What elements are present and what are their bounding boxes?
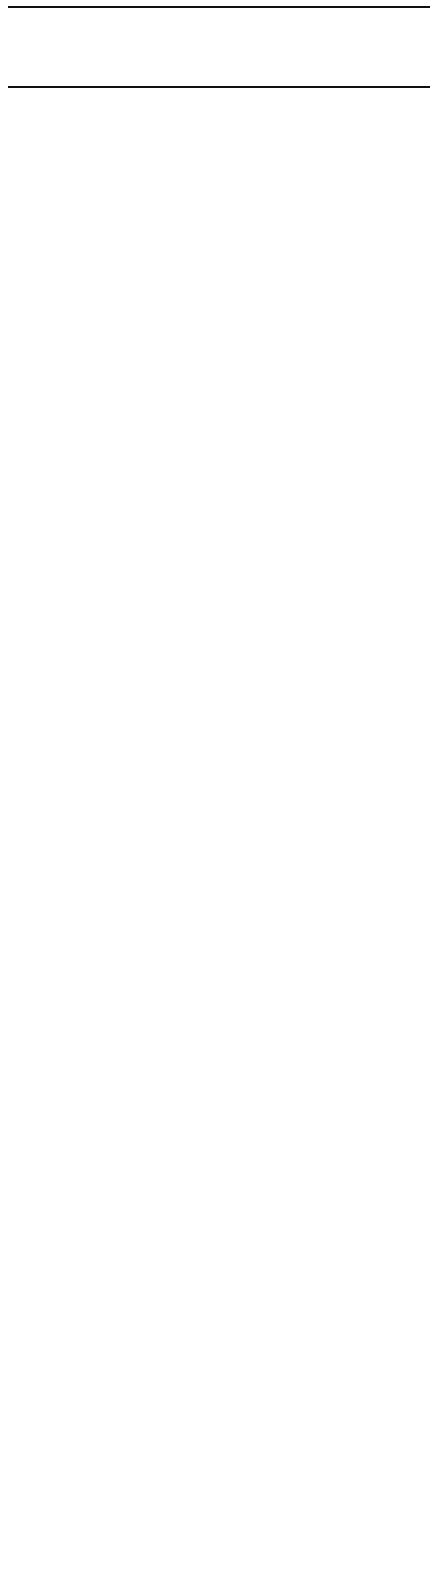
station-header-timaru bbox=[8, 14, 430, 80]
divider bbox=[8, 6, 430, 8]
station-header-greymouth bbox=[8, 94, 430, 160]
listings-page bbox=[0, 6, 438, 1591]
divider bbox=[8, 86, 430, 88]
